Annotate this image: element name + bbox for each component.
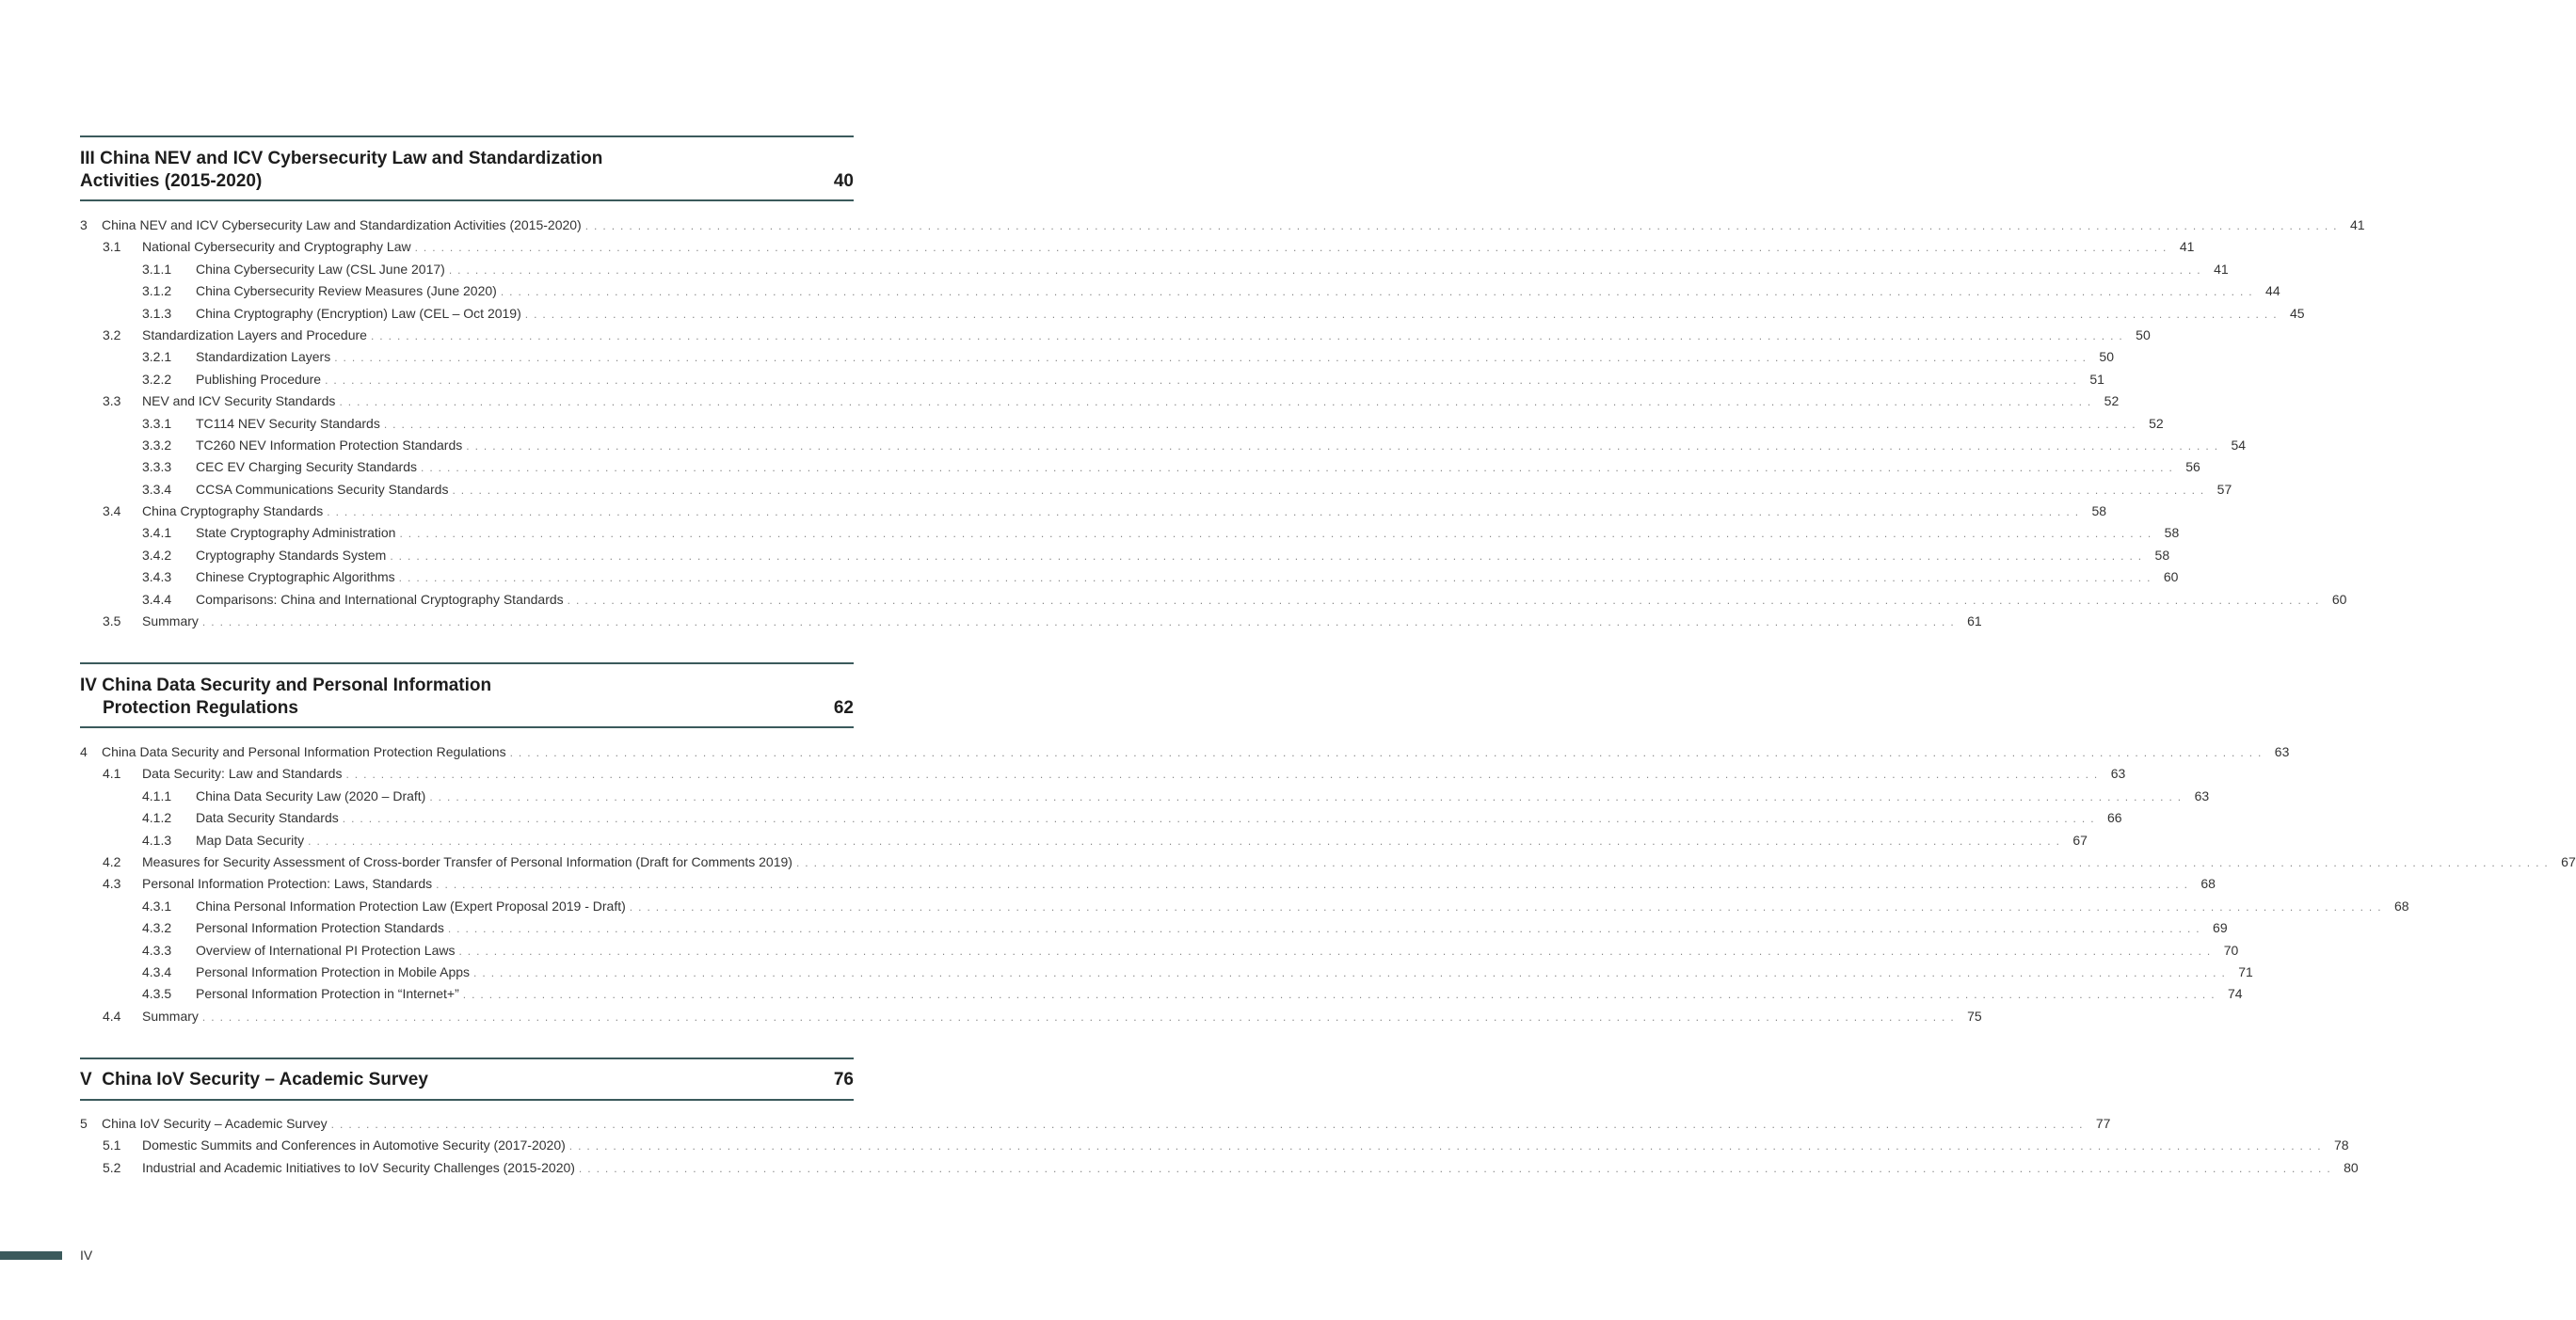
toc-entry-title: TC114 NEV Security Standards	[196, 415, 380, 431]
toc-entry-title: National Cybersecurity and Cryptography Law	[142, 239, 411, 255]
part-title-line2: Protection Regulations	[103, 698, 298, 718]
toc-entry[interactable]	[80, 919, 2228, 941]
toc-entry-page: 58	[2091, 503, 2107, 519]
toc-entry-number: 3	[80, 217, 88, 232]
toc-list	[80, 743, 2576, 1029]
dot-leader: ........................................................................................................................................................................................................	[584, 219, 2343, 232]
dot-leader: ........................................................................................................................................................................................................	[339, 395, 2097, 409]
part-header	[80, 1058, 854, 1101]
toc-entry-number: 4.1.1	[142, 787, 172, 803]
part-title-line1: III China NEV and ICV Cybersecurity Law and Standardization	[80, 149, 603, 168]
toc-entry-page: 50	[2136, 326, 2151, 342]
dot-leader: ........................................................................................................................................................................................................	[509, 746, 2267, 759]
toc-entry-page: 51	[2089, 371, 2104, 387]
toc-entry-page: 78	[2333, 1137, 2349, 1153]
toc-entry-page: 66	[2106, 810, 2122, 826]
dot-leader: ........................................................................................................................................................................................................	[342, 812, 2100, 826]
dot-leader: ........................................................................................................................................................................................................	[201, 1010, 1960, 1024]
toc-entry-title: CEC EV Charging Security Standards	[196, 459, 417, 475]
dot-leader: ........................................................................................................................................................................................................	[452, 483, 2210, 497]
part-page-number: 76	[833, 1070, 854, 1089]
toc-entry-number: 3.4.4	[142, 591, 172, 607]
toc-entry-number: 4.4	[103, 1008, 121, 1024]
toc-entry-title: Personal Information Protection Standards	[196, 920, 444, 936]
toc-entry-title: Standardization Layers	[196, 349, 331, 365]
part-title-line1: V China IoV Security – Academic Survey	[80, 1070, 428, 1089]
part-header	[80, 662, 854, 728]
part-title-line2: Activities (2015-2020)	[80, 171, 263, 191]
dot-leader: ........................................................................................................................................................................................................	[325, 373, 2082, 387]
toc-entry-number: 3.3.2	[142, 437, 172, 453]
toc-entry-title: Personal Information Protection in Mobile Apps	[196, 963, 471, 979]
toc-entry-page: 60	[2331, 591, 2347, 607]
toc-entry-title: Chinese Cryptographic Algorithms	[196, 569, 395, 585]
toc-entry-number: 4.3.2	[142, 920, 172, 936]
toc-entry-page: 77	[2095, 1116, 2111, 1131]
toc-list	[80, 1115, 2359, 1181]
toc-entry-number: 3.2.1	[142, 349, 172, 365]
toc-entry[interactable]	[80, 612, 1982, 634]
toc-entry-number: 3.5	[103, 613, 121, 629]
toc-entry-page: 54	[2231, 437, 2247, 453]
toc-entry[interactable]	[80, 985, 2243, 1007]
toc-entry[interactable]	[80, 415, 2164, 437]
toc-entry-page: 63	[2274, 744, 2290, 759]
toc-entry-title: Publishing Procedure	[196, 371, 322, 387]
toc-entry[interactable]	[80, 898, 2409, 919]
dot-leader: ........................................................................................................................................................................................................	[345, 768, 2104, 782]
dot-leader: ........................................................................................................................................................................................................	[473, 965, 2231, 979]
dot-leader: ........................................................................................................................................................................................................	[414, 241, 2172, 255]
toc-entry-number: 4.2	[103, 853, 121, 869]
toc-entry-number: 4.3.5	[142, 986, 172, 1002]
part-title	[80, 1069, 428, 1091]
toc-entry-number: 3.3.1	[142, 415, 172, 431]
dot-leader: ........................................................................................................................................................................................................	[330, 1118, 2088, 1131]
dot-leader: ........................................................................................................................................................................................................	[370, 328, 2128, 342]
part-header	[80, 135, 854, 201]
part-page-number: 40	[833, 171, 854, 191]
toc-entry-number: 3.1	[103, 239, 121, 255]
toc-entry-number: 3.3	[103, 393, 121, 409]
toc-entry-page: 57	[2216, 481, 2232, 497]
toc-entry[interactable]	[80, 305, 2305, 326]
toc-entry-title: TC260 NEV Information Protection Standards	[196, 437, 463, 453]
toc-entry[interactable]	[80, 1137, 2349, 1158]
toc-entry-title: State Cryptography Administration	[196, 525, 396, 541]
toc-entry[interactable]	[80, 1115, 2111, 1137]
toc-entry-page: 52	[2104, 393, 2120, 409]
dot-leader: ........................................................................................................................................................................................................	[795, 855, 2553, 869]
dot-leader: ........................................................................................................................................................................................................	[500, 285, 2258, 299]
toc-entry-number: 4.3.3	[142, 942, 172, 958]
toc-entry-title: Summary	[142, 613, 199, 629]
toc-entry[interactable]	[80, 963, 2253, 985]
toc-entry-page: 56	[2185, 459, 2200, 475]
toc-entry-title: China Cryptography (Encryption) Law (CEL – Oct 2019)	[196, 305, 521, 321]
dot-leader: ........................................................................................................................................................................................................	[429, 789, 2187, 803]
footer-accent-bar	[0, 1251, 62, 1260]
toc-entry-page: 67	[2561, 853, 2576, 869]
toc-entry-page: 50	[2099, 349, 2114, 365]
toc-entry[interactable]	[80, 591, 2347, 612]
toc-entry-number: 4.1	[103, 766, 121, 782]
toc-entry[interactable]	[80, 942, 2239, 963]
dot-leader: ........................................................................................................................................................................................................	[436, 878, 2193, 892]
toc-entry-title: Map Data Security	[196, 832, 305, 848]
toc-entry[interactable]	[80, 371, 2104, 392]
toc-entry[interactable]	[80, 392, 2120, 414]
dot-leader: ........................................................................................................................................................................................................	[448, 262, 2206, 277]
toc-entry-page: 58	[2164, 525, 2180, 541]
part-title	[80, 148, 602, 193]
toc-entry-number: 5.1	[103, 1137, 121, 1153]
toc-entry-number: 4.1.3	[142, 832, 172, 848]
toc-list	[80, 216, 2365, 634]
toc-entry-title: China Cybersecurity Law (CSL June 2017)	[196, 261, 445, 277]
toc-entry-page: 70	[2223, 942, 2239, 958]
toc-entry-title: NEV and ICV Security Standards	[142, 393, 336, 409]
toc-entry-title: Summary	[142, 1008, 199, 1024]
toc-entry-title: China Cybersecurity Review Measures (June 2020)	[196, 283, 497, 299]
toc-entry[interactable]	[80, 765, 2126, 787]
toc-entry-title: Comparisons: China and International Cryptography Standards	[196, 591, 564, 607]
toc-entry-number: 3.1.1	[142, 261, 172, 277]
toc-entry-number: 3.4.1	[142, 525, 172, 541]
toc-entry-title: CCSA Communications Security Standards	[196, 481, 449, 497]
toc-entry-page: 74	[2227, 986, 2243, 1002]
toc-entry-number: 4.3.1	[142, 898, 172, 914]
dot-leader: ........................................................................................................................................................................................................	[201, 615, 1960, 629]
dot-leader: ........................................................................................................................................................................................................	[447, 922, 2205, 936]
toc-entry[interactable]	[80, 832, 2088, 853]
toc-entry[interactable]	[80, 1008, 1982, 1029]
toc-entry-number: 5	[80, 1116, 88, 1131]
toc-entry-number: 4.1.2	[142, 810, 172, 826]
toc-entry-title: Data Security Standards	[196, 810, 339, 826]
toc-entry-number: 3.3.4	[142, 481, 172, 497]
toc-entry-page: 41	[2214, 261, 2229, 277]
toc-entry-title: Personal Information Protection in “Internet+”	[196, 986, 459, 1002]
toc-entry-title: Personal Information Protection: Laws, Standards	[142, 876, 433, 892]
toc-entry-page: 60	[2163, 569, 2179, 585]
toc-entry-page: 75	[1967, 1008, 1982, 1024]
dot-leader: ........................................................................................................................................................................................................	[334, 351, 2091, 365]
dot-leader: ........................................................................................................................................................................................................	[568, 1139, 2327, 1153]
dot-leader: ........................................................................................................................................................................................................	[567, 593, 2325, 607]
toc-entry-number: 3.1.2	[142, 283, 172, 299]
toc-entry-title: Measures for Security Assessment of Cross-border Transfer of Personal Information (Draft for Comments 2019)	[142, 853, 792, 869]
toc-entry-number: 4.3.4	[142, 963, 172, 979]
dot-leader: ........................................................................................................................................................................................................	[462, 988, 2220, 1002]
dot-leader: ........................................................................................................................................................................................................	[308, 834, 2065, 848]
dot-leader: ........................................................................................................................................................................................................	[398, 571, 2156, 585]
toc-entry[interactable]	[80, 348, 2114, 370]
toc-entry-title: Industrial and Academic Initiatives to IoV Security Challenges (2015-2020)	[142, 1159, 575, 1175]
toc-entry[interactable]	[80, 326, 2151, 348]
footer-page-number: IV	[80, 1248, 93, 1263]
toc-entry-number: 5.2	[103, 1159, 121, 1175]
toc-entry-title: Cryptography Standards System	[196, 547, 387, 563]
toc-entry-page: 67	[2072, 832, 2088, 848]
toc-entry-number: 3.2	[103, 326, 121, 342]
toc-entry[interactable]	[80, 458, 2200, 480]
toc-entry-title: China IoV Security – Academic Survey	[102, 1116, 328, 1131]
dot-leader: ........................................................................................................................................................................................................	[421, 461, 2178, 475]
toc-entry[interactable]	[80, 1159, 2359, 1181]
toc-entry[interactable]	[80, 502, 2107, 524]
dot-leader: ........................................................................................................................................................................................................	[399, 527, 2157, 541]
toc-entry-page: 69	[2213, 920, 2228, 936]
toc-entry[interactable]	[80, 238, 2195, 260]
toc-entry-page: 68	[2200, 876, 2216, 892]
toc-entry-number: 3.4.3	[142, 569, 172, 585]
toc-entry-page: 61	[1967, 613, 1982, 629]
toc-entry[interactable]	[80, 743, 2290, 765]
toc-entry-number: 3.4	[103, 503, 121, 519]
toc-entry-page: 41	[2179, 239, 2195, 255]
toc-entry-title: China Data Security and Personal Information Protection Regulations	[102, 744, 506, 759]
toc-entry-title: China Cryptography Standards	[142, 503, 324, 519]
toc-entry-number: 4	[80, 744, 88, 759]
toc-entry-page: 45	[2289, 305, 2305, 321]
toc-entry-page: 71	[2238, 963, 2253, 979]
toc-entry-number: 3.2.2	[142, 371, 172, 387]
toc-entry[interactable]	[80, 547, 2170, 568]
toc-entry[interactable]	[80, 875, 2216, 897]
toc-entry[interactable]	[80, 853, 2576, 875]
toc-entry-number: 3.4.2	[142, 547, 172, 563]
toc-entry-title: Overview of International PI Protection Laws	[196, 942, 456, 958]
toc-entry-title: Data Security: Law and Standards	[142, 766, 343, 782]
toc-entry[interactable]	[80, 787, 2210, 809]
dot-leader: ........................................................................................................................................................................................................	[390, 549, 2148, 563]
toc-entry-number: 4.3	[103, 876, 121, 892]
dot-leader: ........................................................................................................................................................................................................	[466, 438, 2224, 453]
dot-leader: ........................................................................................................................................................................................................	[327, 505, 2085, 519]
dot-leader: ........................................................................................................................................................................................................	[578, 1161, 2336, 1175]
dot-leader: ........................................................................................................................................................................................................	[524, 307, 2282, 321]
dot-leader: ........................................................................................................................................................................................................	[629, 899, 2387, 914]
toc-entry-number: 3.3.3	[142, 459, 172, 475]
toc-entry-page: 41	[2349, 217, 2365, 232]
part-title	[80, 675, 491, 720]
dot-leader: ........................................................................................................................................................................................................	[458, 944, 2216, 958]
toc-entry[interactable]	[80, 261, 2229, 282]
toc-entry-page: 63	[2110, 766, 2126, 782]
toc-entry-number: 3.1.3	[142, 305, 172, 321]
toc-entry-title: China Personal Information Protection Law (Expert Proposal 2019 - Draft)	[196, 898, 626, 914]
toc-entry-page: 63	[2194, 787, 2210, 803]
toc-entry[interactable]	[80, 481, 2232, 502]
toc-entry[interactable]	[80, 216, 2365, 238]
toc-entry[interactable]	[80, 809, 2122, 831]
part-page-number: 62	[833, 698, 854, 718]
toc-entry-title: China NEV and ICV Cybersecurity Law and Standardization Activities (2015-2020)	[102, 217, 582, 232]
toc-entry[interactable]	[80, 437, 2247, 458]
toc-entry-page: 44	[2265, 283, 2280, 299]
dot-leader: ........................................................................................................................................................................................................	[383, 417, 2141, 431]
toc-entry-page: 52	[2149, 415, 2164, 431]
toc-entry-page: 80	[2344, 1159, 2359, 1175]
toc-entry[interactable]	[80, 568, 2179, 590]
toc-entry-title: Domestic Summits and Conferences in Automotive Security (2017-2020)	[142, 1137, 566, 1153]
toc-entry-page: 58	[2154, 547, 2170, 563]
toc-entry-title: China Data Security Law (2020 – Draft)	[196, 787, 426, 803]
toc-entry[interactable]	[80, 524, 2180, 546]
part-title-line1: IV China Data Security and Personal Information	[80, 676, 492, 695]
toc-entry-title: Standardization Layers and Procedure	[142, 326, 367, 342]
toc-entry[interactable]	[80, 282, 2280, 304]
toc-entry-page: 68	[2394, 898, 2409, 914]
